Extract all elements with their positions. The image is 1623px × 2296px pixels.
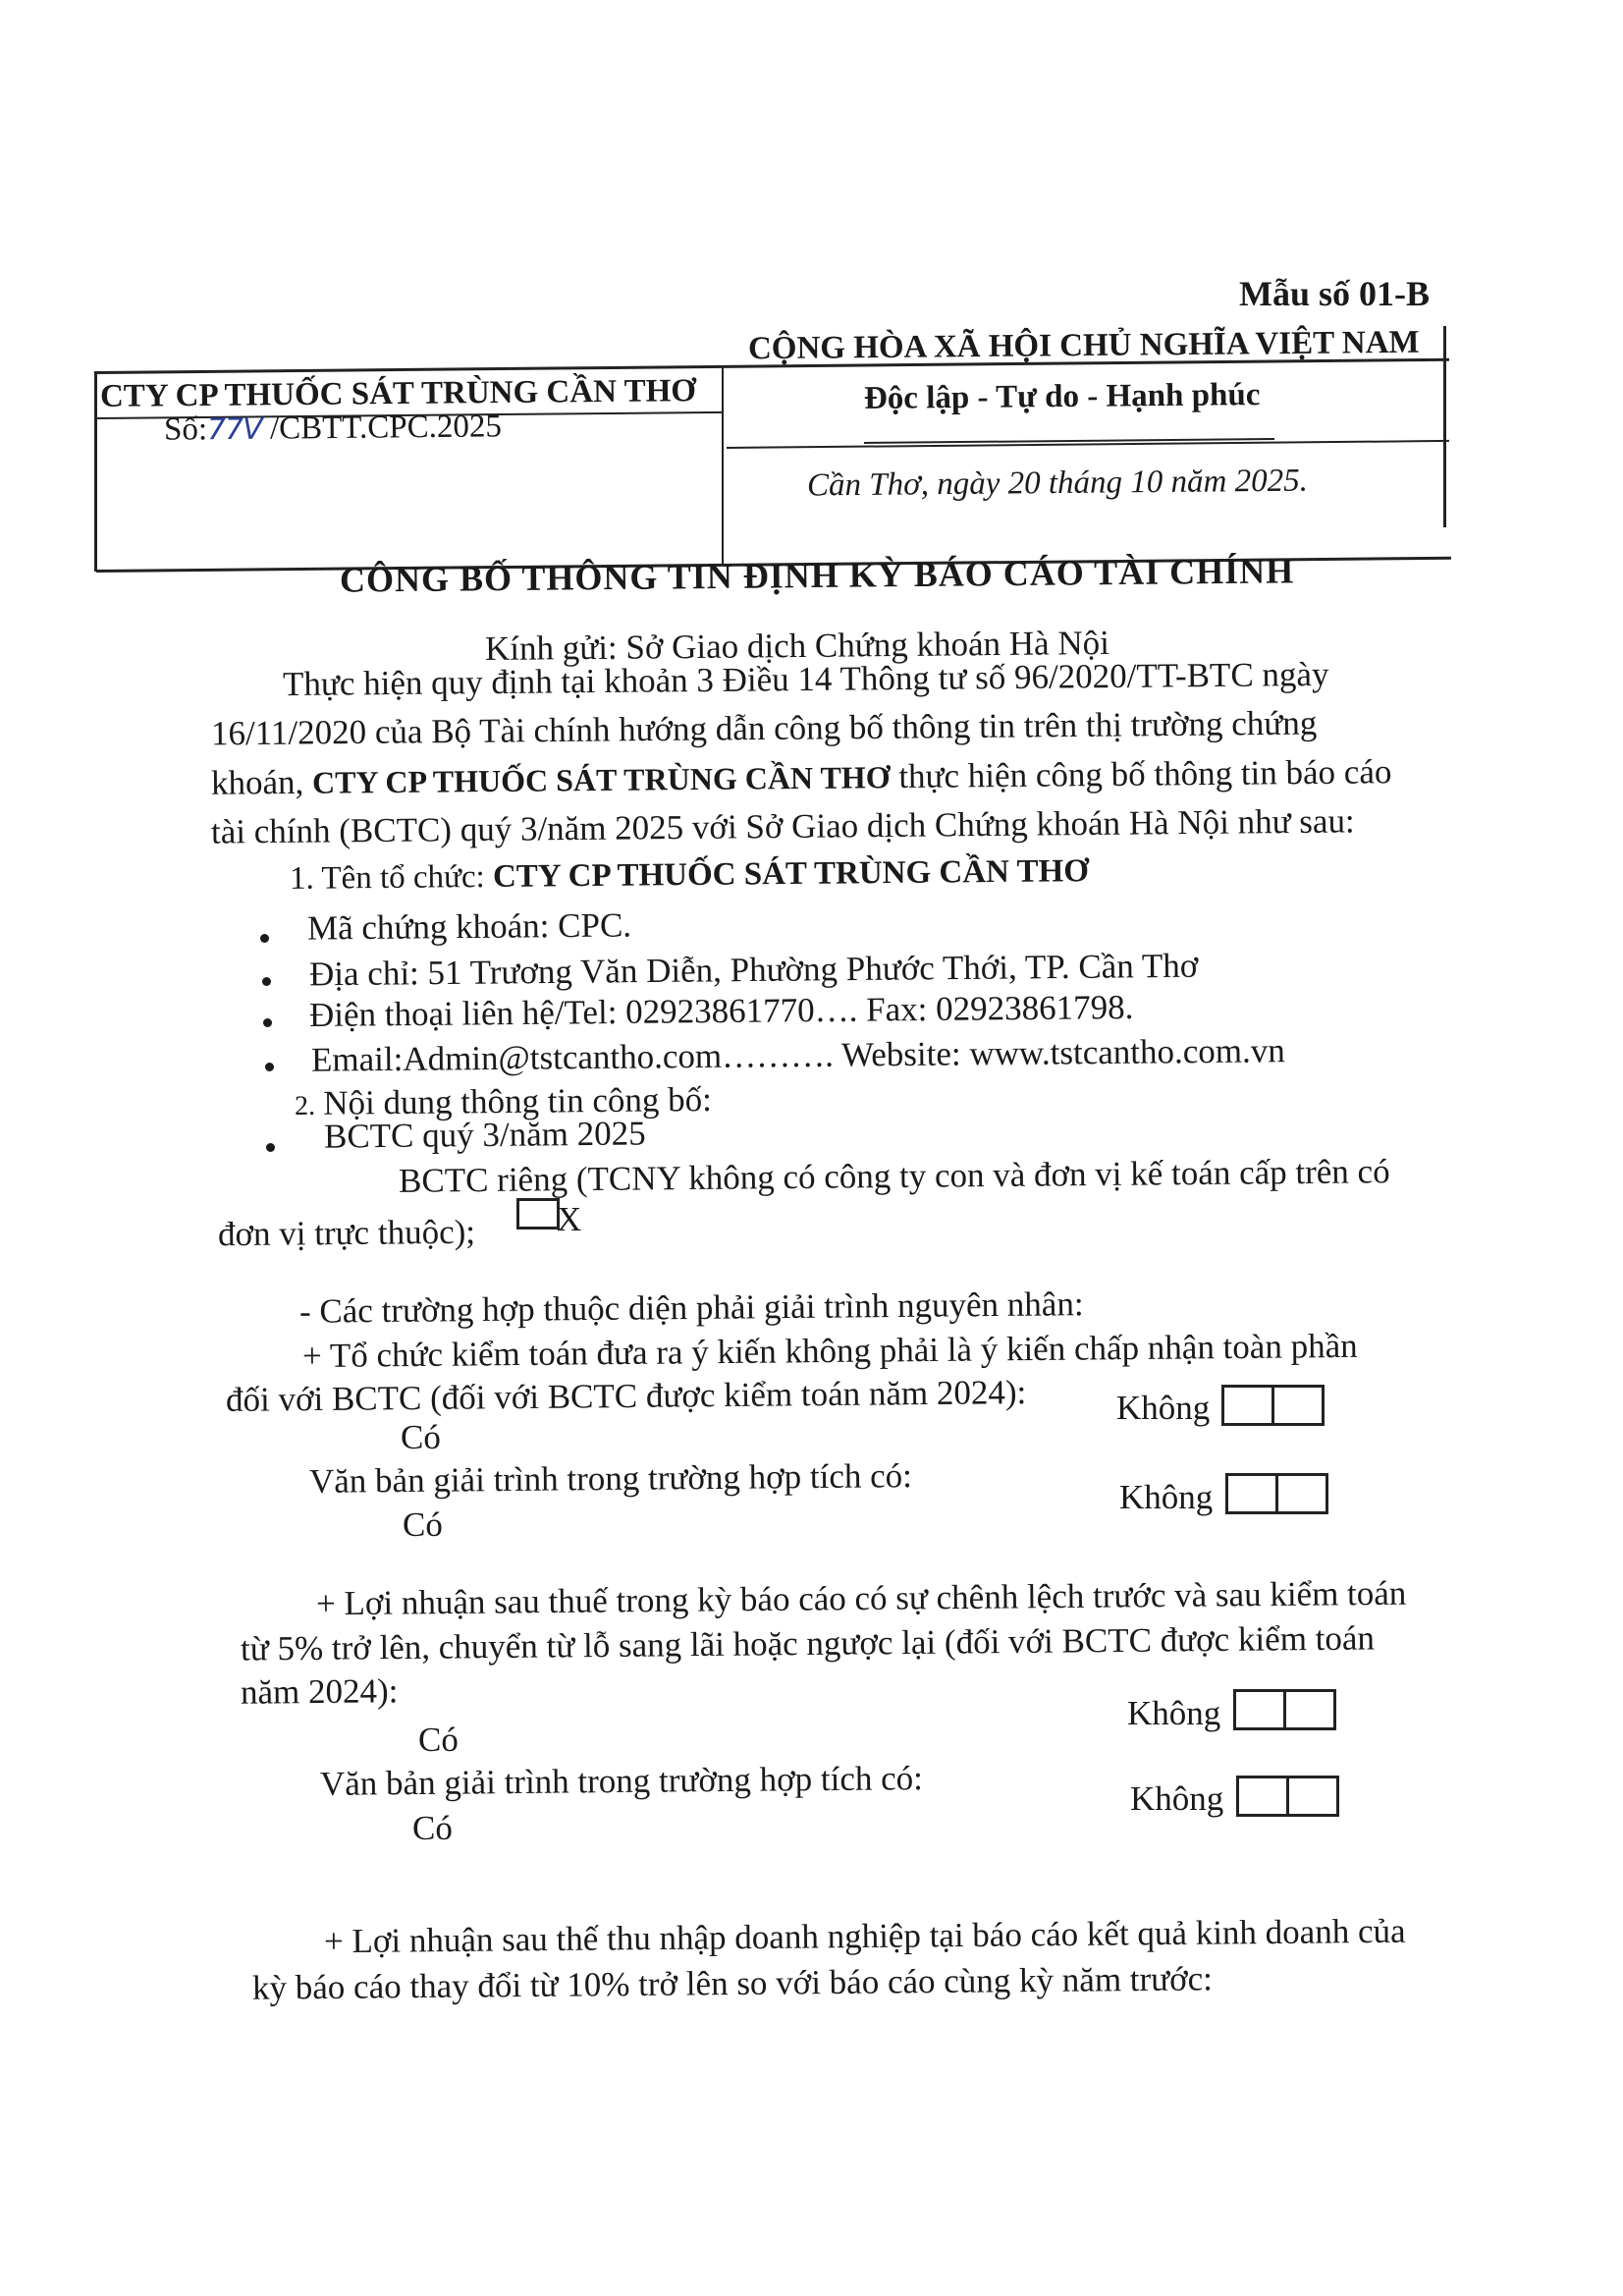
q2-doc-no-label: Không [1130, 1779, 1224, 1818]
q1-line-1: + Tổ chức kiểm toán đưa ra ý kiến không phải là ý kiến chấp nhận toàn phần [301, 1326, 1358, 1376]
bullet-icon [265, 1063, 274, 1071]
intro-line-2: 16/11/2020 của Bộ Tài chính hướng dẫn công bố thông tin trên thị trường chứng [210, 703, 1318, 753]
intro-line-3 [211, 752, 1392, 803]
q2-line-2: từ 5% trở lên, chuyển từ lỗ sang lãi hoặc ngược lại (đối với BCTC được kiểm toán [240, 1618, 1376, 1668]
place-date: Cần Thơ, ngày 20 tháng 10 năm 2025. [806, 463, 1309, 504]
doc-number-handwritten: 77V [206, 411, 262, 448]
content-number: 2. [294, 1090, 316, 1122]
report-item: BCTC quý 3/năm 2025 [323, 1114, 646, 1156]
intro-line-4: tài chính (BCTC) quý 3/năm 2025 với Sở Giao dịch Chứng khoán Hà Nội như sau: [210, 801, 1355, 851]
q2-doc-text: Văn bản giải trình trong trường hợp tích có: [319, 1759, 924, 1803]
intro-line-3-a: khoán, [210, 762, 304, 802]
org-heading [290, 853, 1089, 898]
q1-doc-no-checkbox[interactable] [1225, 1473, 1278, 1514]
intro-company-name: CTY CP THUỐC SÁT TRÙNG CẦN THƠ [311, 759, 891, 800]
q1-doc-text: Văn bản giải trình trong trường hợp tích có: [308, 1456, 913, 1501]
q1-no-label: Không [1116, 1389, 1211, 1427]
bullet-icon [260, 934, 269, 943]
separate-report-checkbox[interactable] [516, 1198, 560, 1230]
q2-doc-yes-checkbox[interactable] [1286, 1776, 1339, 1817]
q1-doc-yes-checkbox[interactable] [1275, 1473, 1328, 1514]
q2-line-1: + Lợi nhuận sau thuế trong kỳ báo cáo có sự chênh lệch trước và sau kiểm toán [315, 1573, 1407, 1623]
org-label: 1. Tên tổ chức: [289, 858, 485, 897]
q1-yes-label: Có [401, 1418, 441, 1456]
stock-code: Mã chứng khoán: CPC. [306, 905, 632, 948]
bullet-icon [262, 977, 271, 986]
bullet-icon [266, 1143, 275, 1152]
content-label: Nội dung thông tin công bố: [323, 1079, 713, 1122]
form-label: Mẫu số 01-B [1239, 274, 1431, 313]
intro-line-3-c: thực hiện công bố thông tin báo cáo [898, 752, 1392, 796]
q3-line-1: + Lợi nhuận sau thế thu nhập doanh nghiệp tại báo cáo kết quả kinh doanh của [323, 1911, 1406, 1961]
org-phone: Điện thoại liên hệ/Tel: 02923861770…. Fax: 02923861798. [308, 987, 1134, 1035]
q1-no-checkbox[interactable] [1221, 1385, 1274, 1426]
q3-line-2: kỳ báo cáo thay đổi từ 10% trở lên so với báo cáo cùng kỳ năm trước: [251, 1959, 1214, 2007]
q1-doc-no-label: Không [1119, 1478, 1214, 1516]
q2-yes-checkbox[interactable] [1283, 1689, 1336, 1730]
q2-doc-no-checkbox[interactable] [1236, 1776, 1289, 1817]
bullet-icon [263, 1018, 272, 1027]
republic-name: CỘNG HÒA XÃ HỘI CHỦ NGHĨA VIỆT NAM [747, 324, 1420, 367]
org-address: Địa chỉ: 51 Trương Văn Diễn, Phường Phước Thới, TP. Cần Thơ [308, 946, 1199, 994]
doc-number-prefix: Số: [163, 411, 208, 448]
document-title: CÔNG BỐ THÔNG TIN ĐỊNH KỲ BÁO CÁO TÀI CHÍNH [339, 551, 1295, 600]
q2-yes-label: Có [418, 1721, 459, 1759]
doc-number [164, 409, 502, 448]
q2-line-3: năm 2024): [240, 1671, 399, 1712]
q1-yes-checkbox[interactable] [1271, 1385, 1325, 1426]
q2-no-label: Không [1127, 1694, 1221, 1732]
org-name: CTY CP THUỐC SÁT TRÙNG CẦN THƠ [492, 853, 1090, 895]
doc-number-suffix: /CBTT.CPC.2025 [269, 409, 503, 447]
salutation: Kính gửi: Sở Giao dịch Chứng khoán Hà Nội [484, 623, 1110, 669]
explain-heading: - Các trường hợp thuộc diện phải giải trình nguyên nhân: [298, 1285, 1084, 1331]
q1-doc-yes-label: Có [403, 1505, 443, 1544]
org-email: Email:Admin@tstcantho.com………. Website: www.tstcantho.com.vn [310, 1031, 1285, 1079]
company-name: CTY CP THUỐC SÁT TRÙNG CẦN THƠ [99, 373, 697, 414]
national-motto: Độc lập - Tự do - Hạnh phúc [863, 377, 1261, 416]
q2-no-checkbox[interactable] [1233, 1689, 1286, 1730]
q2-doc-yes-label: Có [412, 1809, 453, 1847]
separate-report-line-2: đơn vị trực thuộc); [217, 1212, 476, 1254]
q1-line-2: đối với BCTC (đối với BCTC được kiểm toán năm 2024): [225, 1373, 1027, 1419]
intro-line-1: Thực hiện quy định tại khoản 3 Điều 14 Thông tư số 96/2020/TT-BTC ngày [282, 654, 1329, 704]
separate-report-line-1: BCTC riêng (TCNY không có công ty con và đơn vị kế toán cấp trên có [398, 1152, 1390, 1200]
separate-report-mark: X [557, 1200, 582, 1238]
